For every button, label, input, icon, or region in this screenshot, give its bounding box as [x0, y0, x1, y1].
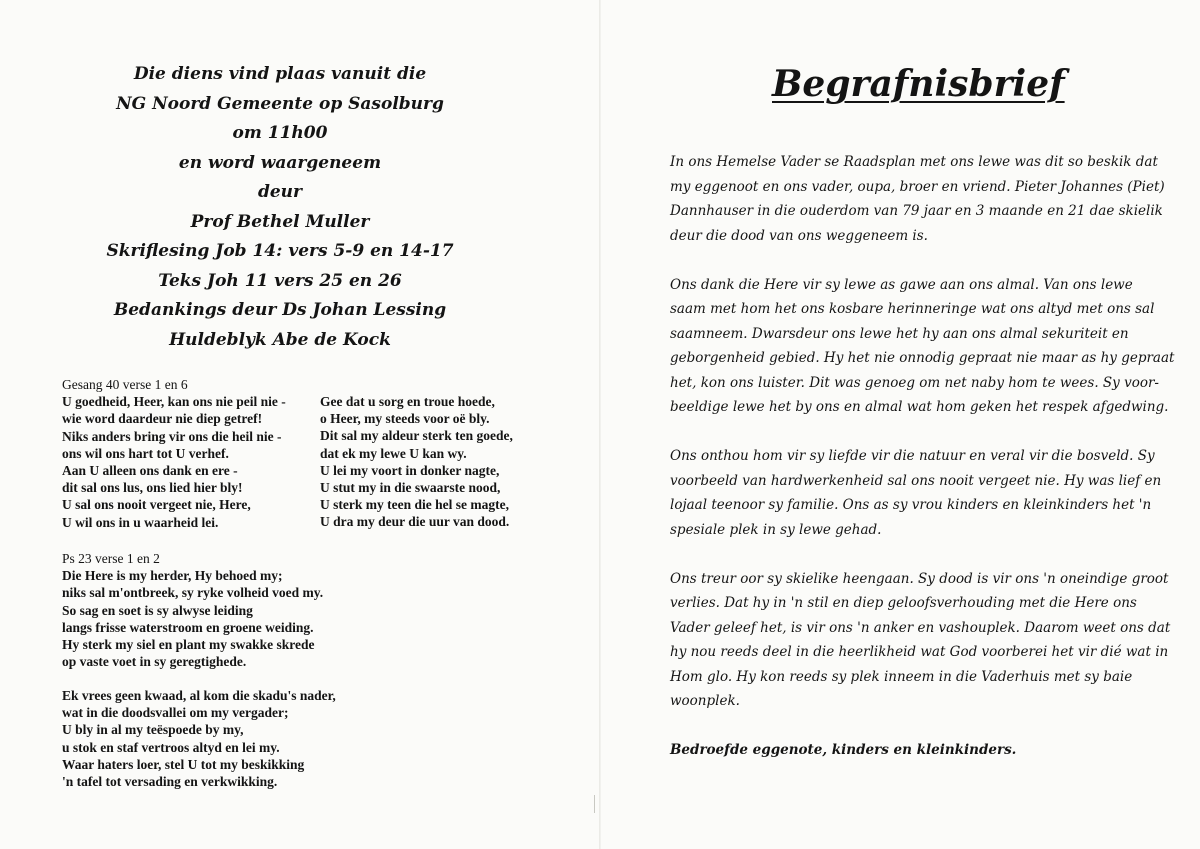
- hymn-line: o Heer, my steeds voor oë bly.: [320, 411, 490, 427]
- letter-body: [670, 150, 1175, 787]
- letter-line: Hom glo. Hy kon reeds sy plek inneem in die Vaderhuis met sy baie: [670, 668, 1133, 685]
- letter-line: saamneem. Dwarsdeur ons lewe het hy aan ons almal sekuriteit en: [670, 325, 1129, 342]
- hymn-line: wie word daardeur nie diep getref!: [62, 411, 263, 427]
- psalm-verse-2: [62, 687, 336, 790]
- service-line: Die diens vind plaas vanuit die: [133, 64, 427, 84]
- service-line: deur: [257, 182, 303, 202]
- hymn-line: U wil ons in u waarheid lei.: [62, 514, 219, 530]
- hymn-line: U lei my voort in donker nagte,: [320, 462, 500, 478]
- psalm-line: u stok en staf vertroos altyd en lei my.: [62, 739, 280, 755]
- hymn-line: dat ek my lewe U kan wy.: [320, 445, 467, 461]
- psalm-line: Ek vrees geen kwaad, al kom die skadu's nader,: [62, 688, 336, 703]
- service-details: [80, 60, 480, 355]
- hymn-line: U sterk my teen die hel se magte,: [320, 497, 509, 513]
- letter-paragraph: [670, 273, 1175, 420]
- letter-line: my eggenoot en ons vader, oupa, broer en vriend. Pieter Johannes (Piet): [670, 178, 1165, 195]
- hymn-line: U dra my deur die uur van dood.: [320, 514, 510, 530]
- psalm-line: So sag en soet is sy alwyse leiding: [62, 602, 253, 618]
- letter-line: woonplek.: [670, 693, 740, 709]
- letter-line: spesiale plek in sy lewe gehad.: [670, 521, 882, 538]
- psalm-line: Waar haters loer, stel U tot my beskikking: [62, 756, 305, 772]
- letter-line: Ons dank die Here vir sy lewe as gawe aan ons almal. Van ons lewe: [670, 276, 1133, 293]
- service-line: en word waargeneem: [178, 152, 382, 173]
- letter-paragraph: [670, 444, 1162, 542]
- letter-line: hy nou reeds deel in die heerlikheid wat God voorberei het vir dié wat in: [670, 644, 1169, 660]
- psalm-heading: Ps 23 verse 1 en 2: [62, 551, 160, 566]
- service-line: Skriflesing Job 14: vers 5-9 en 14-17: [106, 241, 454, 261]
- letter-paragraph: [670, 567, 1171, 714]
- psalm-line: op vaste voet in sy geregtighede.: [62, 654, 247, 670]
- service-line: Prof Bethel Muller: [190, 211, 370, 232]
- service-line: om 11h00: [232, 123, 328, 143]
- hymn-line: U stut my in die swaarste nood,: [320, 480, 501, 496]
- letter-line: verlies. Dat hy in 'n stil en diep geloofsverhouding met die Here ons: [670, 595, 1137, 611]
- hymn-line: Aan U alleen ons dank en ere -: [62, 463, 238, 479]
- psalm-line: wat in die doodsvallei om my vergader;: [62, 705, 289, 721]
- hymn-line: Dit sal my aldeur sterk ten goede,: [320, 428, 513, 444]
- letter-line: Ons onthou hom vir sy liefde vir die natuur en veral vir die bosveld. Sy: [670, 448, 1155, 464]
- hymn-line: dit sal ons lus, ons lied hier bly!: [62, 480, 243, 496]
- service-line: NG Noord Gemeente op Sasolburg: [116, 93, 444, 114]
- letter-line: voorbeeld van hardwerkenheid sal ons nooit vergeet nie. Hy was lief en: [670, 472, 1162, 489]
- gesang-heading: Gesang 40 verse 1 en 6: [62, 377, 188, 392]
- psalm-line: U bly in al my teëspoede by my,: [62, 722, 244, 738]
- letter-line: In ons Hemelse Vader se Raadsplan met ons lewe was dit so beskik dat: [670, 154, 1158, 170]
- letter-line: saam met hom het ons kosbare herinneringe wat ons altyd met ons sal: [670, 301, 1155, 317]
- letter-line: Ons treur oor sy skielike heengaan. Sy dood is vir ons 'n oneindige groot: [670, 570, 1169, 587]
- psalm-line: langs frisse waterstroom en groene weiding.: [62, 619, 314, 635]
- letter-signoff: Bedroefde eggenote, kinders en kleinkinders.: [670, 742, 1017, 758]
- letter-line: beeldige lewe het by ons en almal wat hom geken het respek afgedwing.: [670, 399, 1169, 415]
- gesang-verse-6: [320, 393, 513, 531]
- letter-line: Dannhauser in die ouderdom van 79 jaar en 3 maande en 21 dae skielik: [670, 203, 1163, 219]
- psalm-line: Die Here is my herder, Hy behoed my;: [62, 568, 283, 584]
- letter-title: Begrafnisbrief: [772, 63, 1065, 105]
- service-line: Bedankings deur Ds Johan Lessing: [113, 300, 447, 320]
- service-line: Teks Joh 11 vers 25 en 26: [158, 270, 402, 291]
- letter-line: het, kon ons luister. Dit was genoeg om net naby hom te wees. Sy voor-: [670, 374, 1159, 391]
- letter-line: lojaal teenoor sy familie. Ons as sy vrou kinders en kleinkinders het 'n: [670, 497, 1152, 513]
- hymn-line: ons wil ons hart tot U verhef.: [62, 445, 229, 461]
- letter-paragraph: [670, 150, 1165, 248]
- letter-line: deur die dood van ons weggeneem is.: [670, 227, 928, 244]
- psalm-line: Hy sterk my siel en plant my swakke skrede: [62, 637, 315, 653]
- letter-line: geborgenheid gebied. Hy het nie onnodig gepraat nie maar as hy gepraat: [670, 350, 1175, 366]
- service-line: Huldeblyk Abe de Kock: [169, 329, 391, 350]
- hymn-line: U sal ons nooit vergeet nie, Here,: [62, 497, 251, 513]
- psalm-line: 'n tafel tot versading en verkwikking.: [62, 774, 278, 790]
- psalm-line: niks sal m'ontbreek, sy ryke volheid voed my.: [62, 585, 324, 601]
- gesang-verse-1: [62, 376, 286, 531]
- letter-line: Vader geleef het, is vir ons 'n anker en vashouplek. Daarom weet ons dat: [670, 619, 1171, 636]
- hymn-line: Niks anders bring vir ons die heil nie -: [62, 428, 282, 444]
- psalm-verse-1: [62, 550, 323, 670]
- hymn-line: Gee dat u sorg en troue hoede,: [320, 394, 495, 409]
- hymn-line: U goedheid, Heer, kan ons nie peil nie -: [62, 394, 286, 410]
